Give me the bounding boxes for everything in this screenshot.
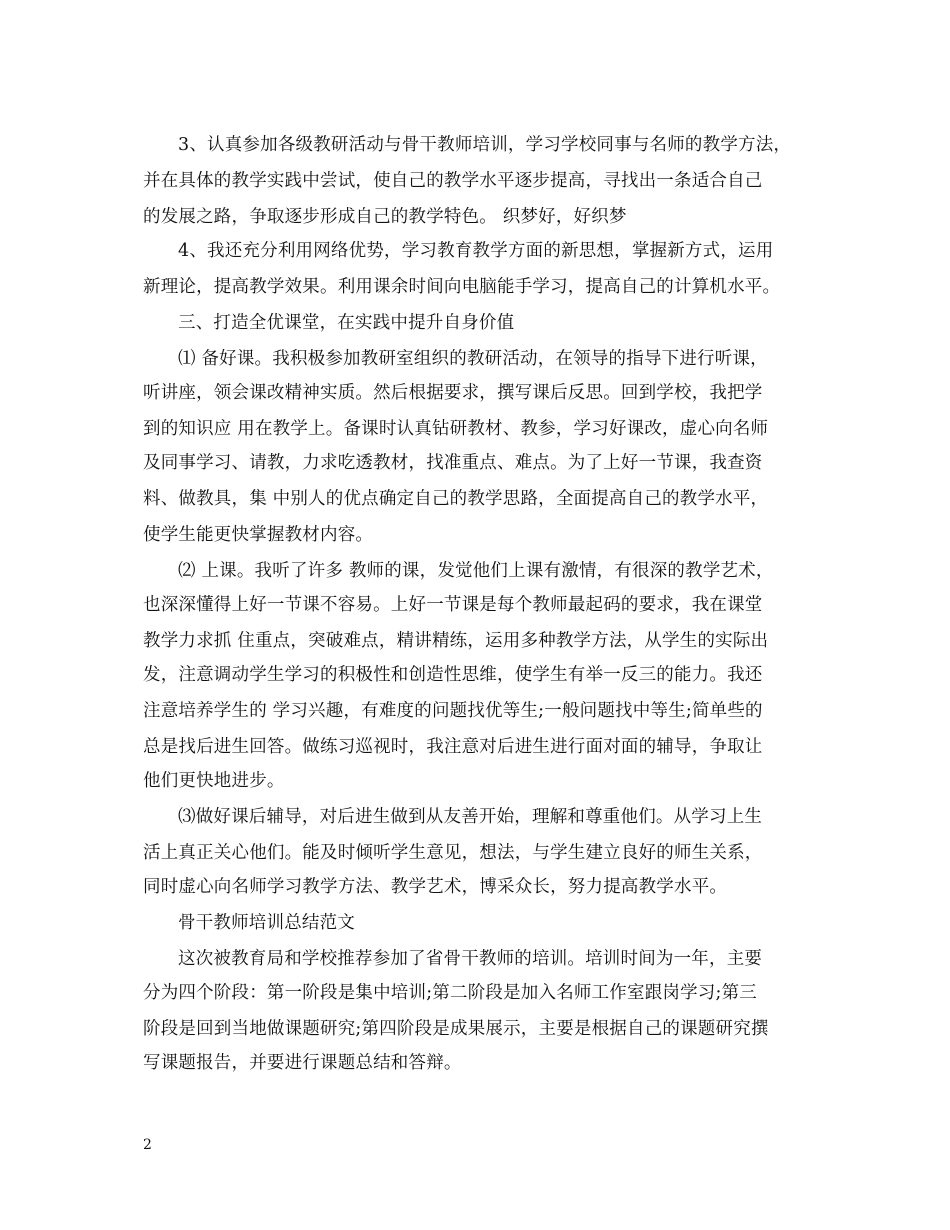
text-line: 新理论，提高教学效果。利用课余时间向电脑能手学习，提高自己的计算机水平。 <box>143 277 781 297</box>
text-line: 使学生能更快掌握教材内容。 <box>143 525 374 545</box>
text-line: 注意培养学生的 学习兴趣，有难度的问题找优等生;一般问题找中等生;简单些的 <box>143 701 763 721</box>
text-line: 写课题报告，并要进行课题总结和答辩。 <box>143 1053 462 1073</box>
text-line: 教学力求抓 住重点，突破难点，精讲精练，运用多种教学方法，从学生的实际出 <box>143 631 769 651</box>
page-number: 2 <box>143 1137 152 1153</box>
text-line: 听讲座，领会课改精神实质。然后根据要求，撰写课后反思。回到学校，我把学 <box>143 383 763 403</box>
text-line: ⑶做好课后辅导，对后进生做到从友善开始，理解和尊重他们。从学习上生 <box>178 807 763 827</box>
text-line: 总是找后进生回答。做练习巡视时，我注意对后进生进行面对面的辅导，争取让 <box>143 737 763 757</box>
text-line: 活上真正关心他们。能及时倾听学生意见，想法，与学生建立良好的师生关系， <box>143 843 763 863</box>
text-line: 及同事学习、请教，力求吃透教材，找准重点、难点。为了上好一节课，我查资 <box>143 453 763 473</box>
text-line: 也深深懂得上好一节课不容易。上好一节课是每个教师最起码的要求，我在课堂 <box>143 595 763 615</box>
text-line: 分为四个阶段：第一阶段是集中培训;第二阶段是加入名师工作室跟岗学习;第三 <box>143 983 757 1003</box>
text-line: 这次被教育局和学校推荐参加了省骨干教师的培训。培训时间为一年，主要 <box>178 949 763 969</box>
section-heading: 三、打造全优课堂，在实践中提升自身价值 <box>178 313 515 333</box>
text-line: 发，注意调动学生学习的积极性和创造性思维，使学生有举一反三的能力。我还 <box>143 665 763 685</box>
text-line: 的发展之路，争取逐步形成自己的教学特色。 织梦好，好织梦 <box>143 207 627 227</box>
text-line: 料、做教具，集 中别人的优点确定自己的教学思路，全面提高自己的教学水平， <box>143 489 769 509</box>
text-line: 3、认真参加各级教研活动与骨干教师培训，学习学校同事与名师的教学方法， <box>178 135 792 155</box>
text-line: ⑴ 备好课。我积极参加教研室组织的教研活动，在领导的指导下进行听课， <box>178 349 768 369</box>
section-heading: 骨干教师培训总结范文 <box>178 913 355 933</box>
text-line: 并在具体的教学实践中尝试，使自己的教学水平逐步提高，寻找出一条适合自己 <box>143 171 763 191</box>
text-line: 到的知识应 用在教学上。备课时认真钻研教材、教参，学习好课改，虚心向名师 <box>143 419 769 439</box>
text-line: ⑵ 上课。我听了许多 教师的课，发觉他们上课有激情，有很深的教学艺术， <box>178 561 774 581</box>
text-line: 4、我还充分利用网络优势，学习教育教学方面的新思想，掌握新方式，运用 <box>178 241 774 261</box>
text-line: 阶段是回到当地做课题研究;第四阶段是成果展示，主要是根据自己的课题研究撰 <box>143 1019 769 1039</box>
text-line: 同时虚心向名师学习教学方法、教学艺术，博采众长，努力提高教学水平。 <box>143 877 728 897</box>
text-line: 他们更快地进步。 <box>143 771 285 791</box>
